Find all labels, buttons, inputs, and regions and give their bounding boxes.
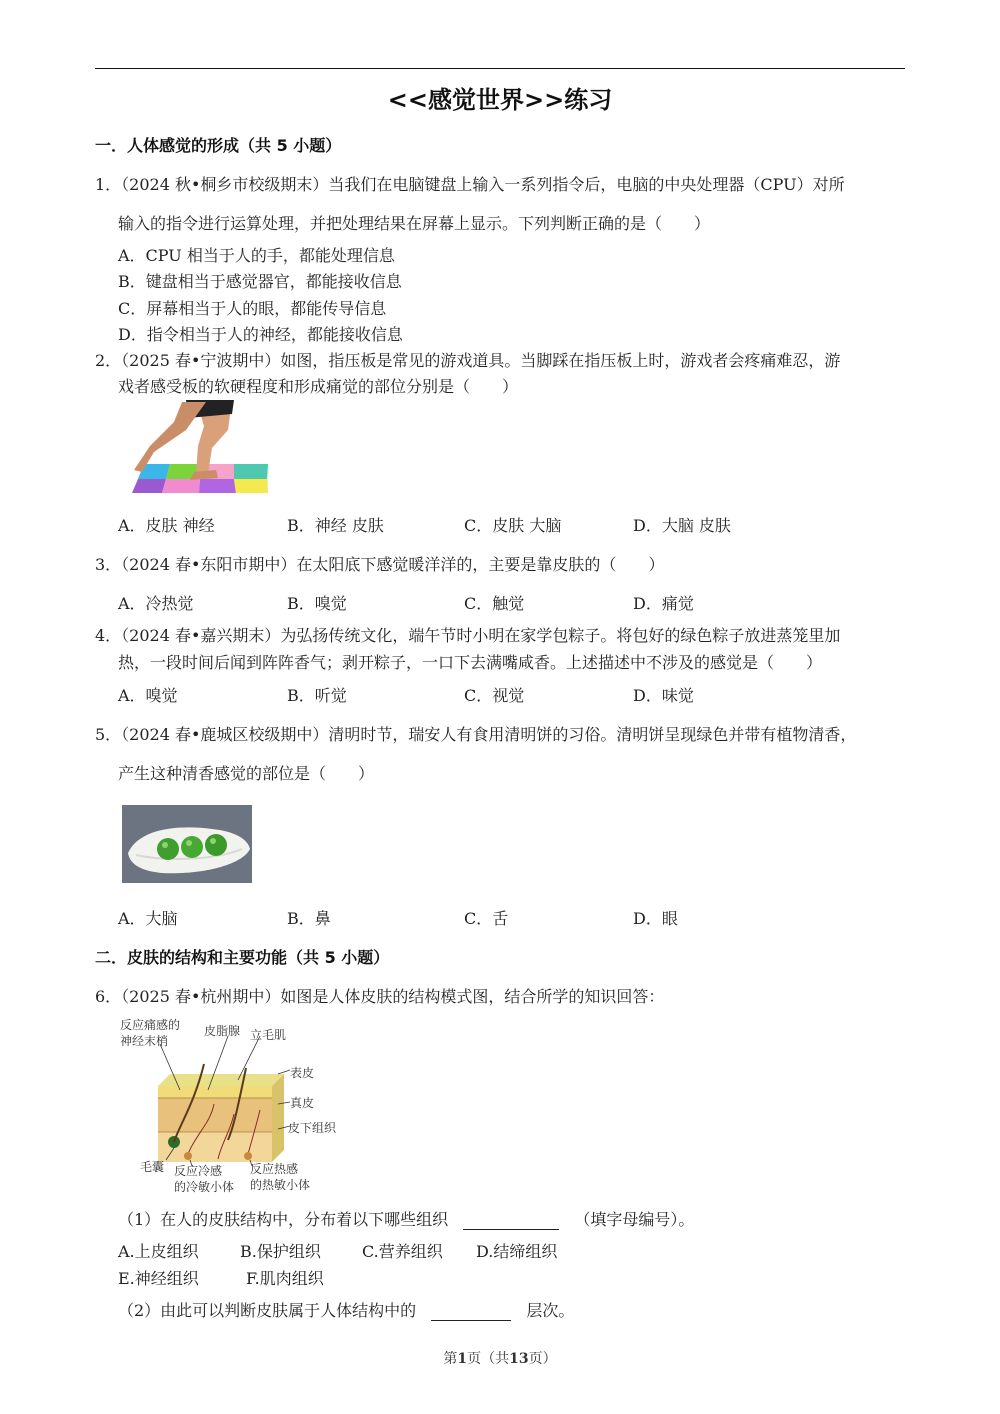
tissue-option-a: A.上皮组织 <box>118 1242 199 1261</box>
q3-option-c: C．触觉 <box>464 594 525 613</box>
label-heat-receptor-1: 反应热感 <box>250 1162 299 1176</box>
section-heading-1: 一．人体感觉的形成（共 5 小题） <box>95 136 342 155</box>
q4-option-b: B．听觉 <box>287 686 347 705</box>
q2-stem-line1: 2．（2025 春•宁波期中）如图，指压板是常见的游戏道具。当脚踩在指压板上时，游戏者会疼痛难忍，游 <box>95 351 841 370</box>
footer-post: 页） <box>528 1351 557 1367</box>
q5-stem-line2: 产生这种清香感觉的部位是（ ） <box>118 764 375 783</box>
tissue-option-e: E.神经组织 <box>118 1269 199 1288</box>
label-heat-receptor-2: 的热敏小体 <box>250 1178 311 1192</box>
q2-option-b: B．神经 皮肤 <box>287 516 384 535</box>
label-epidermis: 表皮 <box>290 1066 315 1080</box>
tissue-option-f: F.肌肉组织 <box>246 1269 324 1288</box>
q6-sub1 <box>118 1207 694 1230</box>
q4-option-a: A．嗅觉 <box>118 686 178 705</box>
label-arrector-muscle: 立毛肌 <box>250 1028 287 1042</box>
q6-sub1-text: （1）在人的皮肤结构中，分布着以下哪些组织 <box>118 1210 449 1229</box>
q5-stem-line1: 5．（2024 春•鹿城区校级期中）清明时节，瑞安人有食用清明饼的习俗。清明饼呈现绿色并带有植物清香， <box>95 725 857 744</box>
tissue-option-d: D.结缔组织 <box>476 1242 558 1261</box>
label-sebaceous-gland: 皮脂腺 <box>204 1024 241 1038</box>
q1-option-a: A．CPU 相当于人的手，都能处理信息 <box>118 246 395 265</box>
label-cold-receptor-2: 的冷敏小体 <box>174 1180 235 1194</box>
tissue-option-c: C.营养组织 <box>362 1242 443 1261</box>
section-heading-2: 二．皮肤的结构和主要功能（共 5 小题） <box>95 948 390 967</box>
label-cold-receptor-1: 反应冷感 <box>174 1164 223 1178</box>
q2-stem-line2: 戏者感受板的软硬程度和形成痛觉的部位分别是（ ） <box>118 377 519 396</box>
q3-option-b: B．嗅觉 <box>287 594 347 613</box>
q3-option-a: A．冷热觉 <box>118 594 194 613</box>
q1-stem-line2: 输入的指令进行运算处理，并把处理结果在屏幕上显示。下列判断正确的是（ ） <box>118 214 711 233</box>
q2-option-c: C．皮肤 大脑 <box>464 516 562 535</box>
page-title: <<感觉世界>>练习 <box>387 86 613 114</box>
q6-stem-line1: 6．（2025 春•杭州期中）如图是人体皮肤的结构模式图，结合所学的知识回答： <box>95 987 665 1006</box>
q5-option-a: A．大脑 <box>118 909 178 928</box>
q6-sub2-blank[interactable] <box>431 1304 511 1321</box>
q6-sub2-hint: 层次。 <box>526 1301 575 1320</box>
q5-option-b: B．鼻 <box>287 909 331 928</box>
q4-option-d: D．味觉 <box>633 686 694 705</box>
footer-page-number: 1 <box>457 1351 468 1367</box>
q5-option-c: C．舌 <box>464 909 509 928</box>
q3-stem-line1: 3．（2024 春•东阳市期中）在太阳底下感觉暖洋洋的，主要是靠皮肤的（ ） <box>95 555 665 574</box>
label-pain-nerve-2: 神经末梢 <box>120 1034 169 1048</box>
q5-option-d: D．眼 <box>633 909 678 928</box>
q6-sub2 <box>118 1298 574 1321</box>
q4-stem-line1: 4．（2024 春•嘉兴期末）为弘扬传统文化，端午节时小明在家学包粽子。将包好的绿色粽子放进蒸笼里加 <box>95 626 841 645</box>
q1-option-d: D．指令相当于人的神经，都能接收信息 <box>118 325 403 344</box>
q2-option-d: D．大脑 皮肤 <box>633 516 731 535</box>
q1-stem-line1: 1．（2024 秋•桐乡市校级期末）当我们在电脑键盘上输入一系列指令后，电脑的中央处理器（CPU）对所 <box>95 175 845 194</box>
acupressure-mat-image <box>124 400 270 496</box>
qingming-cake-image <box>122 805 252 883</box>
q4-option-c: C．视觉 <box>464 686 525 705</box>
q4-stem-line2: 热，一段时间后闻到阵阵香气；剥开粽子，一口下去满嘴咸香。上述描述中不涉及的感觉是（ ） <box>118 653 823 672</box>
label-dermis: 真皮 <box>290 1096 315 1110</box>
q1-option-b: B．键盘相当于感觉器官，都能接收信息 <box>118 272 402 291</box>
label-subcutaneous: 皮下组织 <box>288 1121 337 1135</box>
tissue-option-b: B.保护组织 <box>240 1242 321 1261</box>
q6-sub1-blank[interactable] <box>463 1213 559 1230</box>
q3-option-d: D．痛觉 <box>633 594 694 613</box>
label-pain-nerve-1: 反应痛感的 <box>120 1018 181 1032</box>
footer-mid: 页（共 <box>467 1351 510 1367</box>
page-footer <box>0 1348 1000 1368</box>
label-hair-follicle: 毛囊 <box>140 1160 165 1174</box>
footer-total-pages: 13 <box>509 1351 529 1367</box>
q6-sub1-hint: （填字母编号）。 <box>574 1210 695 1229</box>
header-rule <box>95 68 905 69</box>
skin-structure-diagram <box>118 1014 358 1196</box>
q2-option-a: A．皮肤 神经 <box>118 516 215 535</box>
footer-pre: 第 <box>443 1351 458 1367</box>
q1-option-c: C．屏幕相当于人的眼，都能传导信息 <box>118 299 387 318</box>
q6-sub2-text: （2）由此可以判断皮肤属于人体结构中的 <box>118 1301 417 1320</box>
